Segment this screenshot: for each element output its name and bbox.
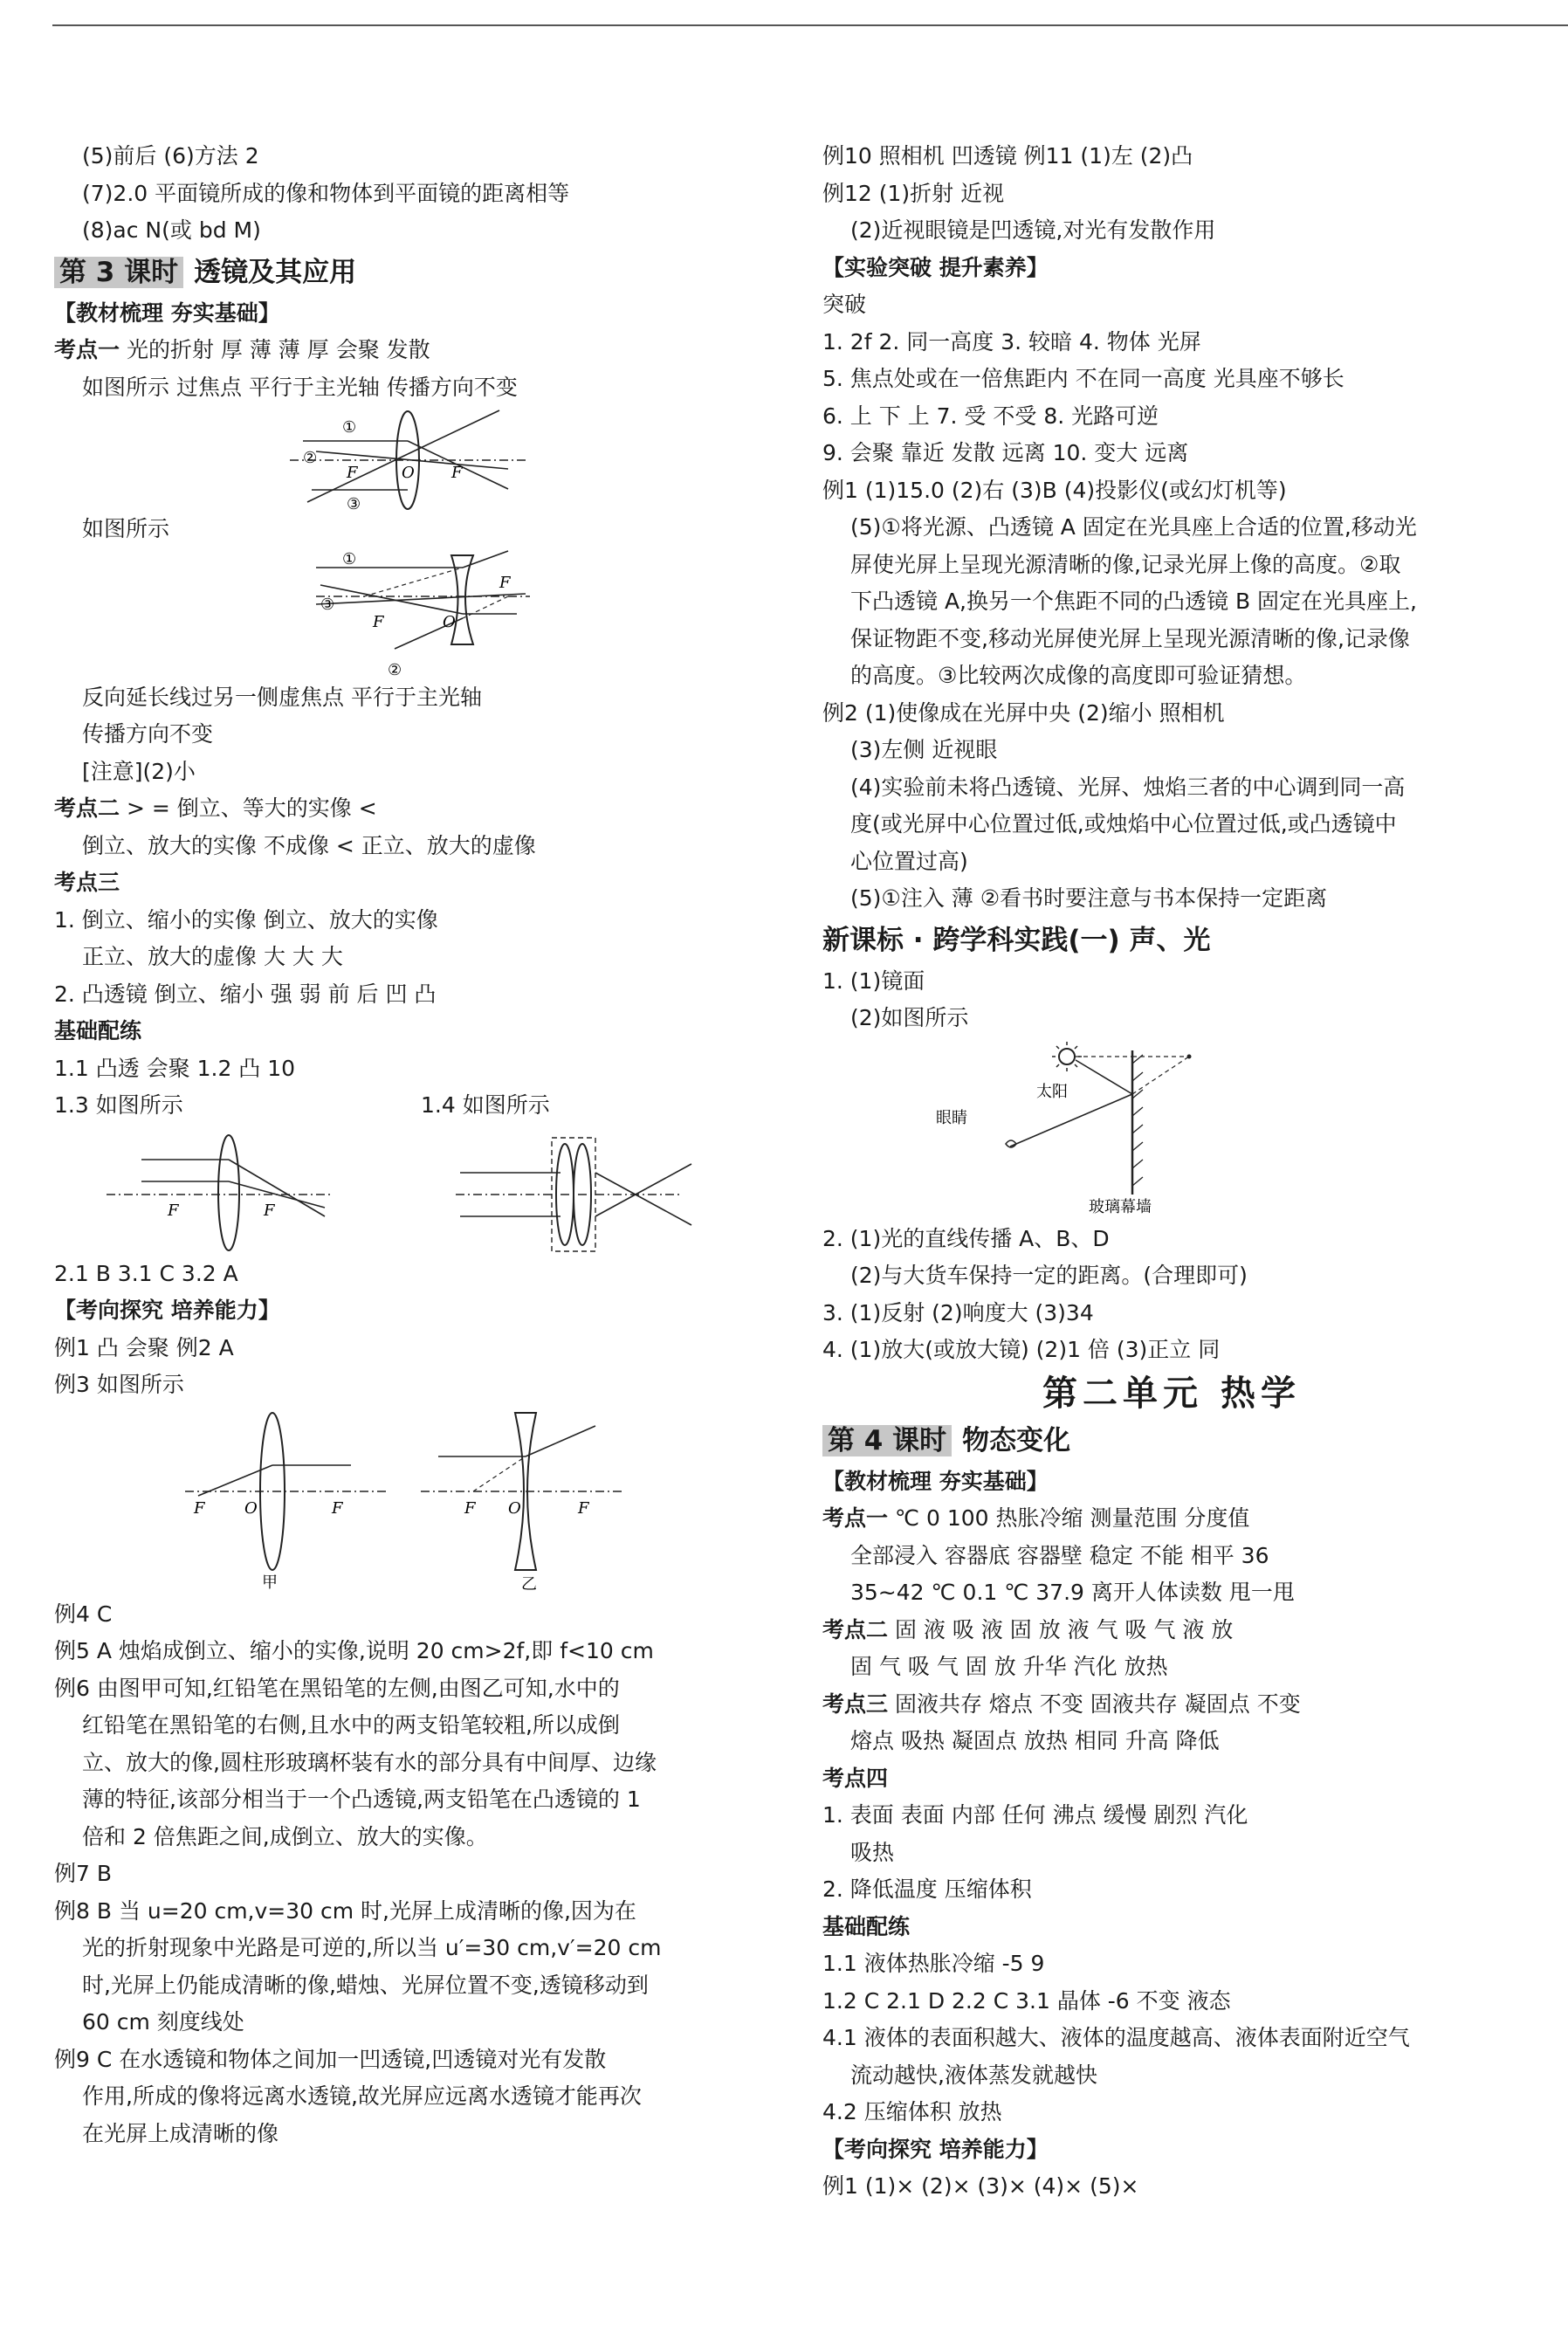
- text-line: 例1 (1)15.0 (2)右 (3)B (4)投影仪(或幻灯机等): [822, 477, 1287, 503]
- text-line: 例12 (1)折射 近视: [822, 180, 1005, 206]
- text-line: 1.3 如图所示: [54, 1092, 183, 1118]
- fig2-label: ②: [388, 660, 402, 679]
- text-line: 1. 倒立、缩小的实像 倒立、放大的实像: [54, 906, 438, 933]
- fig1-label: F: [347, 464, 358, 482]
- text-line: 2. 降低温度 压缩体积: [822, 1876, 1032, 1902]
- fig4-label: 乙: [521, 1574, 537, 1594]
- text-line: > = 倒立、等大的实像 <: [126, 795, 377, 821]
- text-line: 例4 C: [54, 1601, 113, 1627]
- text-line: 立、放大的像,圆柱形玻璃杯装有水的部分具有中间厚、边缘: [82, 1749, 657, 1775]
- text-line: 例7 B: [54, 1861, 113, 1886]
- fig4-label: F: [194, 1498, 205, 1518]
- fig4-label: F: [464, 1498, 476, 1518]
- text-line: (2)近视眼镜是凹透镜,对光有发散作用: [850, 217, 1216, 243]
- fig4-label: 甲: [262, 1573, 278, 1592]
- fig2-label: F: [499, 573, 511, 592]
- text-line: (7)2.0 平面镜所成的像和物体到平面镜的距离相等: [82, 180, 570, 206]
- text-line: 屏使光屏上呈现光源清晰的像,记录光屏上像的高度。②取: [850, 551, 1401, 577]
- point-label: 考点三: [54, 870, 120, 895]
- fig4-label: F: [578, 1498, 589, 1518]
- fig3-label: F: [168, 1201, 179, 1220]
- text-line: (5)前后 (6)方法 2: [82, 143, 259, 169]
- text-line: 固 液 吸 液 固 放 液 气 吸 气 液 放: [894, 1616, 1234, 1642]
- top-rule: [52, 24, 1568, 26]
- example3-figure: [54, 1404, 753, 1596]
- text-line: (5)①注入 薄 ②看书时要注意与书本保持一定距离: [850, 885, 1328, 911]
- left-column: [54, 138, 753, 2152]
- convex-lens-figure: [54, 406, 753, 511]
- text-line: 正立、放大的虚像 大 大 大: [82, 944, 343, 969]
- fig1-label: O: [402, 464, 415, 482]
- glass-curtain-figure: [822, 1037, 1521, 1221]
- point-label: 考点二: [822, 1616, 889, 1642]
- text-line: 红铅笔在黑铅笔的右侧,且水中的两支铅笔较粗,所以成倒: [82, 1712, 620, 1738]
- text-line: 6. 上 下 上 7. 受 不受 8. 光路可逆: [822, 403, 1159, 429]
- text-line: 时,光屏上仍能成清晰的像,蜡烛、光屏位置不变,透镜移动到: [82, 1972, 649, 1998]
- text-line: 流动越快,液体蒸发就越快: [850, 2062, 1097, 2088]
- text-line: 35~42 ℃ 0.1 ℃ 37.9 离开人体读数 甩一甩: [850, 1580, 1295, 1605]
- text-line: 2.1 B 3.1 C 3.2 A: [54, 1260, 238, 1286]
- text-line: 4.2 压缩体积 放热: [822, 2099, 1002, 2124]
- text-line: (2)与大货车保持一定的距离。(合理即可): [850, 1263, 1248, 1288]
- unit-title: 第二单元 热学: [1042, 1373, 1301, 1414]
- text-line: 反向延长线过另一侧虚焦点 平行于主光轴: [82, 684, 482, 710]
- text-line: 光的折射现象中光路是可逆的,所以当 u′=30 cm,v′=20 cm: [82, 1935, 662, 1960]
- text-line: 倒立、放大的实像 不成像 < 正立、放大的虚像: [82, 832, 536, 858]
- text-line: 例1 凸 会聚 例2 A: [54, 1334, 234, 1360]
- text-line: 下凸透镜 A,换另一个焦距不同的凸透镜 B 固定在光具座上,: [850, 589, 1417, 614]
- section-heading: 【教材梳理 夯实基础】: [54, 300, 280, 326]
- lesson-number: 第 4 课时: [822, 1425, 952, 1456]
- section-heading: 【实验突破 提升素养】: [822, 254, 1049, 280]
- text-line: 例5 A 烛焰成倒立、缩小的实像,说明 20 cm>2f,即 f<10 cm: [54, 1638, 654, 1663]
- fig1-label: ①: [342, 418, 357, 437]
- text-line: (8)ac N(或 bd M): [82, 217, 261, 243]
- fig4-label: F: [332, 1498, 343, 1518]
- text-line: 例9 C 在水透镜和物体之间加一凹透镜,凹透镜对光有发散: [54, 2046, 607, 2072]
- text-line: 突破: [822, 292, 867, 317]
- text-line: 固液共存 熔点 不变 固液共存 凝固点 不变: [894, 1690, 1301, 1717]
- text-line: 作用,所成的像将远离水透镜,故光屏应远离水透镜才能再次: [82, 2083, 642, 2109]
- lesson-name: 物态变化: [962, 1424, 1071, 1456]
- point-label: 考点一: [54, 337, 120, 362]
- section-heading: 【考向探究 培养能力】: [54, 1298, 280, 1323]
- text-line: (4)实验前未将凸透镜、光屏、烛焰三者的中心调到同一高: [850, 774, 1406, 800]
- text-line: 1.2 C 2.1 D 2.2 C 3.1 晶体 -6 不变 液态: [822, 1987, 1231, 2014]
- fig1-label: F: [451, 464, 463, 482]
- point-label: 考点四: [822, 1765, 889, 1791]
- section-heading: 【教材梳理 夯实基础】: [822, 1468, 1049, 1494]
- point-label: 考点一: [822, 1505, 889, 1531]
- text-line: 1. 表面 表面 内部 任何 沸点 缓慢 剧烈 汽化: [822, 1802, 1248, 1828]
- text-line: (5)①将光源、凸透镜 A 固定在光具座上合适的位置,移动光: [850, 514, 1417, 540]
- fig2-label: F: [373, 612, 384, 631]
- text-line: 3. (1)反射 (2)响度大 (3)34: [822, 1299, 1094, 1325]
- text-line: 倍和 2 倍焦距之间,成倒立、放大的实像。: [82, 1823, 488, 1849]
- text-line: 60 cm 刻度线处: [82, 2009, 244, 2035]
- text-line: (3)左侧 近视眼: [850, 737, 998, 762]
- text-line: 9. 会聚 靠近 发散 远离 10. 变大 远离: [822, 440, 1189, 465]
- point-label: 考点三: [822, 1690, 889, 1717]
- point-label: 考点二: [54, 795, 120, 821]
- text-line: 例2 (1)使像成在光屏中央 (2)缩小 照相机: [822, 699, 1225, 726]
- text-line: 薄的特征,该部分相当于一个凸透镜,两支铅笔在凸透镜的 1: [82, 1787, 641, 1812]
- text-line: 1.1 凸透 会聚 1.2 凸 10: [54, 1055, 296, 1081]
- text-line: 例1 (1)× (2)× (3)× (4)× (5)×: [822, 2173, 1139, 2199]
- lesson-4-title: [822, 1418, 1521, 1463]
- text-line: 全部浸入 容器底 容器壁 稳定 不能 相平 36: [850, 1542, 1269, 1568]
- fig5-label: 玻璃幕墙: [1089, 1197, 1152, 1216]
- text-line: 5. 焦点处或在一倍焦距内 不在同一高度 光具座不够长: [822, 366, 1344, 391]
- text-line: 2. 凸透镜 倒立、缩小 强 弱 前 后 凹 凸: [54, 981, 437, 1007]
- text-line: 1.4 如图所示: [421, 1092, 550, 1118]
- answer-lens-figures: [54, 1125, 753, 1256]
- text-line: 在光屏上成清晰的像: [82, 2120, 279, 2146]
- text-line: 固 气 吸 气 固 放 升华 汽化 放热: [850, 1654, 1168, 1679]
- text-line: 如图所示: [82, 516, 170, 541]
- section-heading: 基础配练: [54, 1018, 142, 1043]
- fig5-label: 太阳: [1036, 1082, 1068, 1101]
- text-line: 1.1 液体热胀冷缩 -5 9: [822, 1951, 1045, 1976]
- concave-lens-figure: [54, 548, 753, 679]
- fig2-label: ③: [320, 595, 335, 614]
- text-line: 熔点 吸热 凝固点 放热 相同 升高 降低: [850, 1728, 1220, 1753]
- text-line: 吸热: [850, 1839, 895, 1865]
- text-line: (2)如图所示: [850, 1005, 969, 1030]
- text-line: 保证物距不变,移动光屏使光屏上呈现光源清晰的像,记录像: [850, 625, 1410, 651]
- fig4-label: O: [508, 1498, 521, 1518]
- fig2-label: O: [443, 612, 456, 631]
- right-column: [822, 138, 1521, 2206]
- text-line: 例6 由图甲可知,红铅笔在黑铅笔的左侧,由图乙可知,水中的: [54, 1675, 620, 1701]
- text-line: 例10 照相机 凹透镜 例11 (1)左 (2)凸: [822, 143, 1193, 169]
- lesson-name: 透镜及其应用: [194, 256, 357, 288]
- fig3-label: F: [264, 1201, 275, 1220]
- text-line: 的高度。③比较两次成像的高度即可验证猜想。: [850, 663, 1307, 688]
- project-title: 新课标 · 跨学科实践(一) 声、光: [822, 924, 1211, 956]
- text-line: 心位置过高): [850, 848, 968, 874]
- text-line: 4. (1)放大(或放大镜) (2)1 倍 (3)正立 同: [822, 1337, 1221, 1362]
- text-line: 度(或光屏中心位置过低,或烛焰中心位置过低,或凸透镜中: [850, 811, 1397, 837]
- text-line: 传播方向不变: [82, 721, 214, 747]
- text-line: 1. (1)镜面: [822, 967, 925, 994]
- text-line: 4.1 液体的表面积越大、液体的温度越高、液体表面附近空气: [822, 2025, 1410, 2050]
- fig1-label: ②: [303, 449, 318, 467]
- text-line: ℃ 0 100 热胀冷缩 测量范围 分度值: [894, 1505, 1250, 1531]
- note-line: [注意](2)小: [82, 758, 196, 784]
- text-line: 例3 如图所示: [54, 1372, 184, 1397]
- lesson-3-title: [54, 250, 753, 295]
- section-heading: 【考向探究 培养能力】: [822, 2136, 1049, 2162]
- lesson-number: 第 3 课时: [54, 257, 183, 288]
- fig1-label: ③: [347, 495, 361, 511]
- fig4-label: O: [244, 1498, 258, 1518]
- text-line: 1. 2f 2. 同一高度 3. 较暗 4. 物体 光屏: [822, 328, 1201, 355]
- text-line: 2. (1)光的直线传播 A、B、D: [822, 1225, 1110, 1251]
- fig2-label: ①: [342, 549, 357, 568]
- text-line: 如图所示 过焦点 平行于主光轴 传播方向不变: [82, 374, 518, 400]
- fig5-label: 眼睛: [936, 1108, 967, 1127]
- text-line: 例8 B 当 u=20 cm,v=30 cm 时,光屏上成清晰的像,因为在: [54, 1897, 636, 1924]
- text-line: 光的折射 厚 薄 薄 厚 会聚 发散: [126, 337, 430, 362]
- section-heading: 基础配练: [822, 1913, 911, 1939]
